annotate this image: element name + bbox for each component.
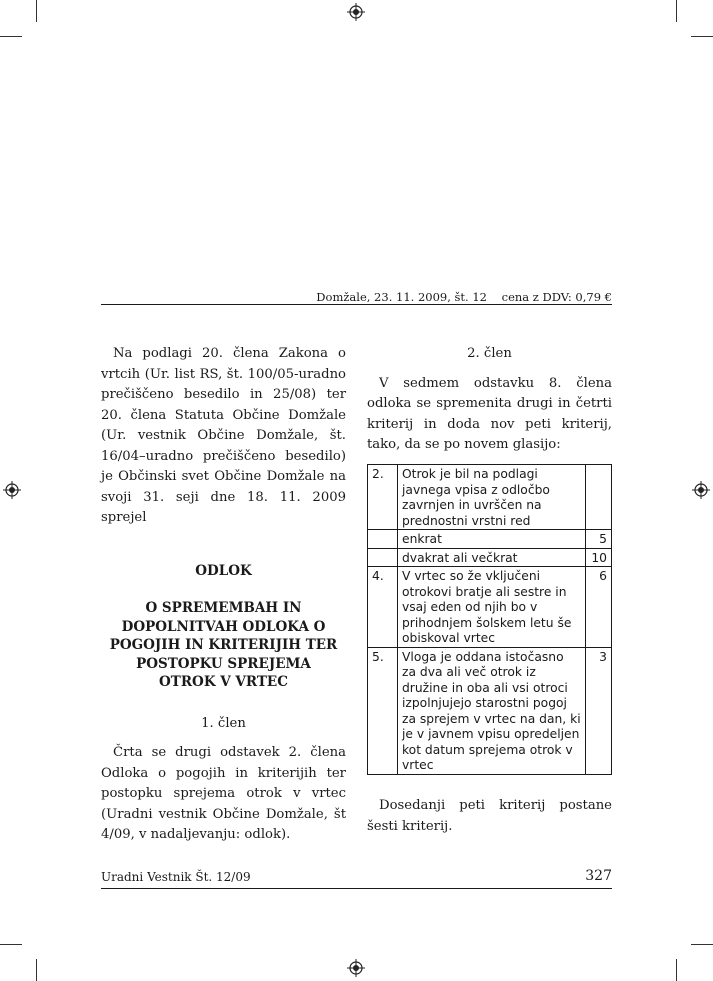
- crop-mark: [676, 959, 677, 981]
- criterion-text: dvakrat ali večkrat: [398, 548, 586, 567]
- running-header: [101, 290, 612, 304]
- header-issue: Domžale, 23. 11. 2009, št. 12: [316, 290, 487, 304]
- footer: [101, 870, 612, 884]
- right-column: [367, 344, 612, 456]
- closing-paragraph-wrap: [367, 796, 612, 837]
- criterion-points: [586, 465, 612, 530]
- header-price: cena z DDV: 0,79 €: [501, 290, 612, 304]
- article-2-text: V sedmem odstavku 8. člena odloka se spremenita drugi in četrti kriterij in doda nov peti kriterij, tako, da se po novem glasijo:: [367, 375, 612, 452]
- table-row: [368, 548, 612, 567]
- criterion-number: [368, 530, 398, 549]
- crop-mark: [36, 959, 37, 981]
- registration-mark-icon: [347, 959, 365, 977]
- criterion-text: Otrok je bil na podlagi javnega vpisa z odločbo zavrnjen in uvrščen na prednostni vrstni red: [398, 465, 586, 530]
- table-row: [368, 530, 612, 549]
- registration-mark-icon: [3, 481, 21, 499]
- closing-paragraph: Dosedanji peti kriterij postane šesti kriterij.: [367, 798, 612, 834]
- criterion-number: [368, 548, 398, 567]
- crop-mark: [0, 944, 22, 945]
- footer-rule: [101, 888, 612, 889]
- registration-mark-icon: [347, 3, 365, 21]
- criterion-text: V vrtec so že vključeni otrokovi bratje ali sestre in vsaj eden od njih bo v prihodnjem šolskem letu še obiskoval vrtec: [398, 567, 586, 648]
- table-row: [368, 567, 612, 648]
- article-1-text: Črta se drugi odstavek 2. člena Odloka o pogojih in kriterijih ter postopku sprejema otrok v vrtec (Uradni vestnik Občine Domžale, št 4/09, v nadaljevanju: odlok).: [101, 745, 346, 842]
- criterion-points: 3: [586, 647, 612, 774]
- criterion-number: 5.: [368, 647, 398, 774]
- criterion-text: Vloga je oddana istočasno za dva ali več otrok iz družine in oba ali vsi otroci izpolnjujejo starostni pogoj za sprejem v vrtec na dan, ki je v javnem vpisu opredeljen kot datum sprejema otrok v vrtec: [398, 647, 586, 774]
- document-title: ODLOK: [195, 562, 252, 579]
- criteria-table: [367, 464, 612, 775]
- article-2-heading: 2. člen: [467, 346, 512, 361]
- left-column: [101, 344, 346, 846]
- crop-mark: [691, 944, 713, 945]
- article-1-heading: 1. člen: [201, 715, 246, 731]
- footer-publication: Uradni Vestnik Št. 12/09: [101, 870, 251, 884]
- criterion-points: 10: [586, 548, 612, 567]
- document-subtitle: O SPREMEMBAH IN DOPOLNITVAH ODLOKA O POGOJIH IN KRITERIJIH TER POSTOPKU SPREJEMA OTROK V VRTEC: [109, 600, 338, 690]
- criterion-text: enkrat: [398, 530, 586, 549]
- preamble-paragraph: Na podlagi 20. člena Zakona o vrtcih (Ur. list RS, št. 100/05-uradno prečiščeno besedilo in 25/08) ter 20. člena Statuta Občine Domžale (Ur. vestnik Občine Domžale, št. 16/04–uradno prečiščeno besedilo) je Občinski svet Občine Domžale na svoji 31. seji dne 18. 11. 2009 sprejel: [101, 346, 346, 525]
- registration-mark-icon: [692, 481, 710, 499]
- criterion-number: 2.: [368, 465, 398, 530]
- criterion-points: 5: [586, 530, 612, 549]
- crop-mark: [691, 36, 713, 37]
- header-rule: [101, 304, 612, 305]
- crop-mark: [0, 36, 22, 37]
- crop-mark: [36, 0, 37, 22]
- crop-mark: [676, 0, 677, 22]
- criterion-points: 6: [586, 567, 612, 648]
- page-number: 327: [585, 868, 612, 884]
- criterion-number: 4.: [368, 567, 398, 648]
- table-row: [368, 647, 612, 774]
- table-row: [368, 465, 612, 530]
